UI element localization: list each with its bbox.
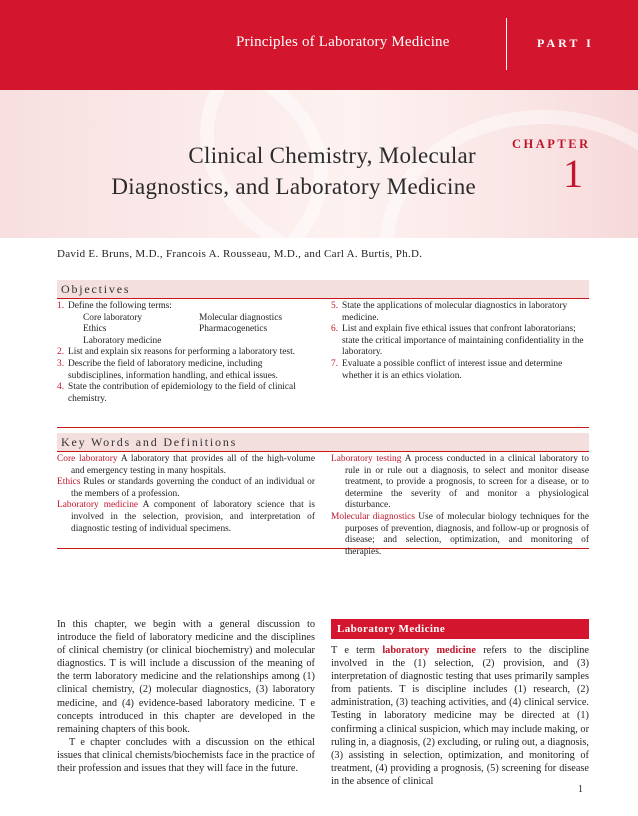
chapter-title-line: Diagnostics, and Laboratory Medicine	[111, 174, 476, 199]
objectives-heading-bar	[57, 280, 589, 299]
key-words-right-column	[331, 454, 589, 558]
objectives-box	[57, 299, 589, 428]
objective-item: 1. Define the following terms:	[57, 301, 172, 311]
term-row: Core laboratory Molecular diagnostics	[83, 312, 283, 323]
key-word-entry: Molecular diagnostics Use of molecular biology techniques for the purposes of prevention, diagnosis, and follow-up or prognosis of disease; and selection, optimization, and monitoring of therapies.	[331, 511, 589, 557]
objective-item: 2. List and explain six reasons for performing a laboratory test.	[57, 347, 296, 358]
objective-item: 4. State the contribution of epidemiology to the field of clinical chemistry.	[57, 382, 296, 404]
term-row: Ethics Pharmacogenetics	[83, 324, 268, 335]
section-heading: Laboratory Medicine	[337, 623, 446, 635]
authors: David E. Bruns, M.D., Francois A. Rousseau, M.D., and Carl A. Burtis, Ph.D.	[57, 248, 423, 260]
page-number: 1	[578, 784, 583, 795]
key-word-entry: Laboratory testing A process conducted in a clinical laboratory to rule in or rule out a diagnosis, to select and monitor disease treatment, to provide a prognosis, to screen for a disease, or to determine the severity of and monitor a physiological disturbance.	[331, 454, 589, 511]
key-words-left-column	[57, 454, 315, 535]
objectives-heading: Objectives	[61, 282, 131, 296]
header-bar	[0, 0, 638, 90]
section-heading-bar	[331, 619, 589, 639]
body-paragraph: T e chapter concludes with a discussion on the ethical issues that clinical chemists/biochemists face in the practice of their profession and issues that they will face in the future.	[57, 736, 315, 775]
key-word-entry: Core laboratory A laboratory that provides all of the high-volume and emergency testing in many hospitals.	[57, 454, 315, 476]
objective-item: 3. Describe the field of laboratory medicine, including subdisciplines, information handling, and ethical issues.	[57, 358, 278, 381]
lab-medicine-column	[331, 644, 589, 788]
key-words-heading: Key Words and Definitions	[61, 435, 238, 449]
part-label: PART I	[537, 36, 594, 50]
objective-item: 6. List and explain five ethical issues that confront laboratorians; state the critical importance of maintaining confidentiality in the laboratory.	[331, 324, 584, 358]
objective-item: 7. Evaluate a possible conflict of interest issue and determine whether it is an ethics violation.	[331, 358, 563, 381]
body-paragraph: In this chapter, we begin with a general discussion to introduce the field of laboratory medicine and the disciplines of clinical chemistry (or clinical biochemistry) and molecular diagnostics. T is will include a discussion of the meaning of the term laboratory medicine and the relationships among (1) clinical chemistry, (2) molecular diagnostics, (3) laboratory medicine, and (4) evidence-based laboratory medicine. T e concepts introduced in this chapter are developed in the remaining chapters of this book.	[57, 619, 315, 735]
objective-item: 5. State the applications of molecular diagnostics in laboratory medicine.	[331, 301, 568, 323]
key-word-entry: Ethics Rules or standards governing the conduct of an individual or the members of a profession.	[57, 477, 315, 499]
chapter-title	[111, 140, 476, 202]
term-row: Laboratory medicine	[83, 335, 162, 346]
intro-column	[57, 618, 315, 775]
header-divider	[506, 18, 507, 70]
defined-term: laboratory medicine	[382, 645, 476, 656]
key-word-entry: Laboratory medicine A component of laboratory science that is involved in the selection, provision, and interpretation of diagnostic testing of individual specimens.	[57, 500, 315, 534]
objectives-left-column	[57, 301, 315, 405]
objectives-right-column	[331, 301, 589, 382]
key-words-heading-bar	[57, 433, 589, 452]
key-words-box	[57, 452, 589, 557]
chapter-number: 1	[563, 151, 583, 196]
body-paragraph: T e term laboratory medicine refers to the discipline involved in the (1) selection, (2) provision, and (3) interpretation of diagnostic testing that uses primarily samples from patients. T is discipline includes (1) research, (2) administration, (3) teaching activities, and (4) clinical service. Testing in laboratory medicine may be directed at (1) confirming a clinical suspicion, which may include making, or ruling in, a diagnosis, (2) excluding, or ruling out, a diagnosis, (3) assisting in selection, optimization, and monitoring of treatment, (4) providing a prognosis, (5) screening for disease in the absence of clinical	[331, 645, 590, 787]
running-title: Principles of Laboratory Medicine	[236, 34, 450, 50]
chapter-title-line: Clinical Chemistry, Molecular	[188, 143, 476, 168]
chapter-label: CHAPTER	[512, 137, 591, 151]
